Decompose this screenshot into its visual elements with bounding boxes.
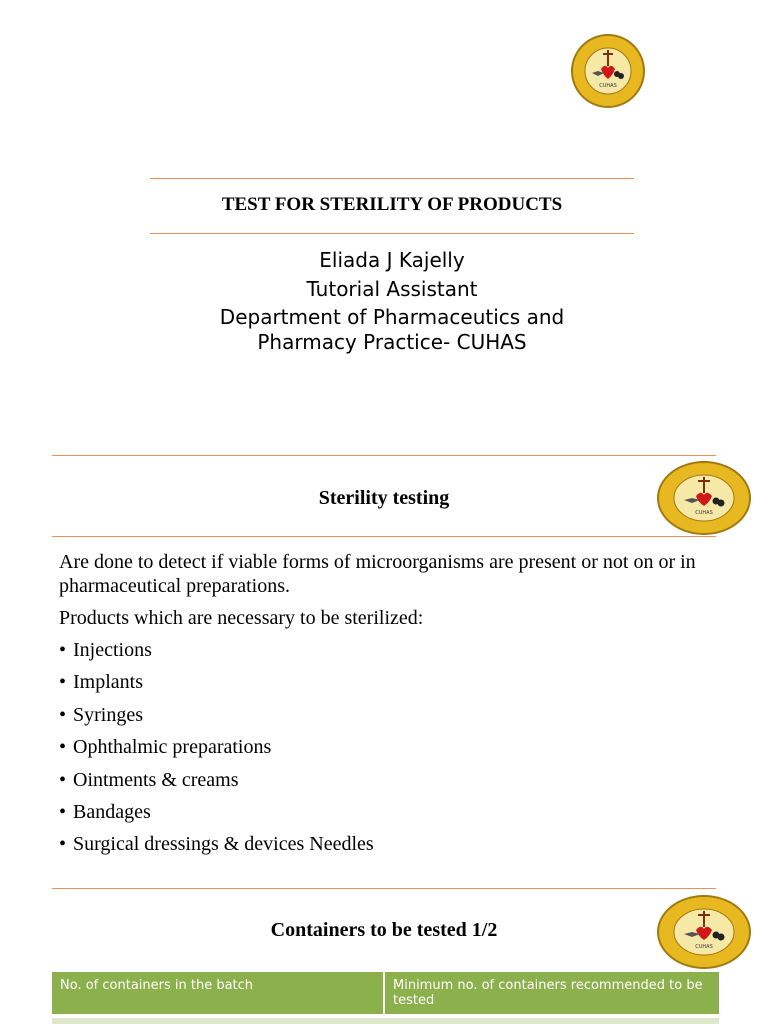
list-item: • Ointments & creams <box>59 768 239 791</box>
list-item: • Syringes <box>59 703 143 726</box>
title-bottom-rule <box>150 233 634 234</box>
author-department-line1: Department of Pharmaceutics and <box>219 305 565 329</box>
university-seal-icon <box>656 894 752 970</box>
products-list <box>59 638 709 856</box>
definition-paragraph: Are done to detect if viable forms of microorganisms are present or not on or in pharmaceutical preparations. <box>59 551 696 597</box>
list-item: • Surgical dressings & devices Needles <box>59 833 374 856</box>
bullet-icon: • <box>59 800 67 823</box>
sterility-testing-slide <box>0 440 768 870</box>
author-name: Eliada J Kajelly <box>319 248 465 272</box>
author-department-line2: Pharmacy Practice- CUHAS <box>257 330 527 354</box>
author-info <box>150 246 634 355</box>
university-logo <box>656 894 752 970</box>
bullet-icon: • <box>59 736 67 759</box>
bullet-icon: • <box>59 639 67 661</box>
university-logo <box>656 460 752 536</box>
bullet-icon: • <box>59 833 67 856</box>
list-item: • Implants <box>59 671 143 694</box>
slide3-top-rule <box>52 888 716 889</box>
table-header-cell: No. of containers in the batch <box>52 972 384 1014</box>
containers-slide <box>0 870 768 1024</box>
list-item: • Ophthalmic preparations <box>59 736 272 759</box>
list-item: • Injections <box>59 639 152 661</box>
title-top-rule <box>150 178 634 179</box>
table-header-cell: Minimum no. of containers recommended to be tested <box>384 972 719 1014</box>
author-position: Tutorial Assistant <box>306 277 478 301</box>
containers-table <box>52 972 719 1014</box>
list-item: • Bandages <box>59 800 151 823</box>
slide2-body <box>59 550 709 865</box>
university-seal-icon <box>570 33 646 109</box>
bullet-icon: • <box>59 671 67 694</box>
slide2-bottom-rule <box>52 536 716 537</box>
bullet-icon: • <box>59 768 67 791</box>
university-seal-icon <box>656 460 752 536</box>
svg-text:CUHAS: CUHAS <box>695 944 713 950</box>
university-logo <box>570 33 646 109</box>
svg-text:CUHAS: CUHAS <box>695 510 713 516</box>
slide3-title: Containers to be tested 1/2 <box>270 919 498 941</box>
slide2-top-rule <box>52 455 716 456</box>
presentation-title: TEST FOR STERILITY OF PRODUCTS <box>221 194 563 215</box>
products-intro: Products which are necessary to be sterilized: <box>59 607 424 629</box>
table-row <box>52 1018 719 1024</box>
svg-text:CUHAS: CUHAS <box>599 83 617 89</box>
table-header-row <box>52 972 719 1014</box>
bullet-icon: • <box>59 703 67 726</box>
slide2-title: Sterility testing <box>318 487 450 509</box>
title-slide <box>0 0 768 440</box>
